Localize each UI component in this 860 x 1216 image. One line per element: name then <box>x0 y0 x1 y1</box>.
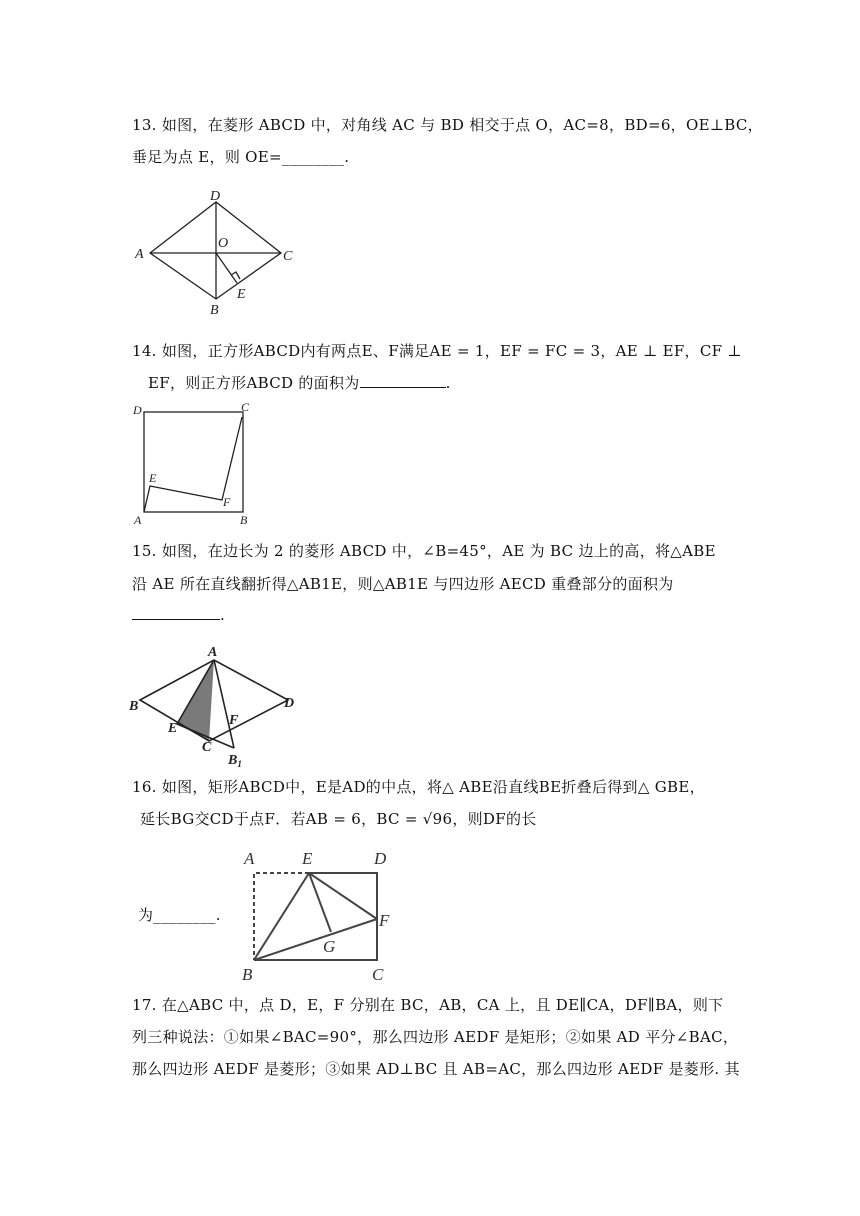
q16-label-g: G <box>323 937 336 956</box>
q15-line-3-end: . <box>220 606 226 624</box>
q14-line-2 <box>148 372 451 393</box>
q15-label-f: F <box>229 713 239 728</box>
q14-line-2-end: . <box>445 374 451 392</box>
q13-line-2: 垂足为点 E，则 OE=________. <box>132 148 350 166</box>
q14-label-b: B <box>240 513 248 527</box>
q16-label-b: B <box>242 965 253 984</box>
q17-line-1: 17. 在△ABC 中，点 D，E，F 分别在 BC，AB，CA 上，且 DE∥CA，DF∥BA，则下 <box>132 996 724 1014</box>
q14-label-f: F <box>223 495 231 509</box>
q15-label-e: E <box>168 721 178 736</box>
q14-line-1: 14. 如图，正方形ABCD内有两点E、F满足AE = 1，EF = FC = 3，AE ⊥ EF，CF ⊥ <box>132 342 742 360</box>
q15-label-a: A <box>208 645 218 660</box>
q15-label-b1 <box>227 753 242 769</box>
q17-line-3: 那么四边形 AEDF 是菱形；③如果 AD⊥BC 且 AB=AC，那么四边形 AEDF 是菱形. 其 <box>132 1060 740 1078</box>
q13-label-o: O <box>218 236 229 251</box>
q15-answer-blank[interactable] <box>132 605 220 620</box>
q15-label-b1-sub: 1 <box>237 759 242 769</box>
q14-label-c: C <box>241 400 250 414</box>
q17-line-2: 列三种说法：①如果∠BAC=90°，那么四边形 AEDF 是矩形；②如果 AD 平分∠BAC， <box>132 1028 739 1046</box>
q14-label-e: E <box>149 471 157 485</box>
q16-label-c: C <box>372 965 384 984</box>
q14-label-a: A <box>134 513 142 527</box>
q15-line-3 <box>132 605 225 624</box>
q15-label-b: B <box>129 699 139 714</box>
q16-label-f: F <box>379 911 390 930</box>
q15-rhombus-figure <box>126 640 306 772</box>
q16-line-1: 16. 如图，矩形ABCD中，E是AD的中点，将△ ABE沿直线BE折叠后得到△ GBE， <box>132 778 705 796</box>
q15-label-b1-main: B <box>228 753 238 768</box>
q14-answer-blank[interactable] <box>360 373 446 388</box>
q16-label-e: E <box>302 849 313 868</box>
q16-rectangle-figure <box>238 846 398 986</box>
q15-line-2: 沿 AE 所在直线翻折得△AB1E，则△AB1E 与四边形 AECD 重叠部分的面积为 <box>132 575 674 593</box>
q14-square-figure <box>130 400 260 530</box>
q13-label-a: A <box>135 247 144 262</box>
q16-line-2: 延长BG交CD于点F．若AB = 6，BC = √96，则DF的长 <box>140 810 537 828</box>
q13-label-e: E <box>237 287 246 302</box>
q16-label-a: A <box>244 849 255 868</box>
q13-label-b: B <box>210 303 219 318</box>
q15-line-1: 15. 如图，在边长为 2 的菱形 ABCD 中，∠B=45°，AE 为 BC 边上的高，将△ABE <box>132 542 716 560</box>
q16-label-d: D <box>374 849 387 868</box>
q14-line-2-text: EF，则正方形ABCD 的面积为 <box>148 374 360 392</box>
q13-label-c: C <box>283 249 293 264</box>
q13-line-1: 13. 如图，在菱形 ABCD 中，对角线 AC 与 BD 相交于点 O，AC=8，BD=6，OE⊥BC， <box>132 116 763 134</box>
q15-label-c: C <box>202 740 212 755</box>
q13-label-d: D <box>210 189 221 204</box>
q16-line-3: 为________. <box>138 906 221 924</box>
q15-label-d: D <box>284 696 295 711</box>
q13-rhombus-figure <box>130 186 310 320</box>
q14-label-d: D <box>133 403 142 417</box>
